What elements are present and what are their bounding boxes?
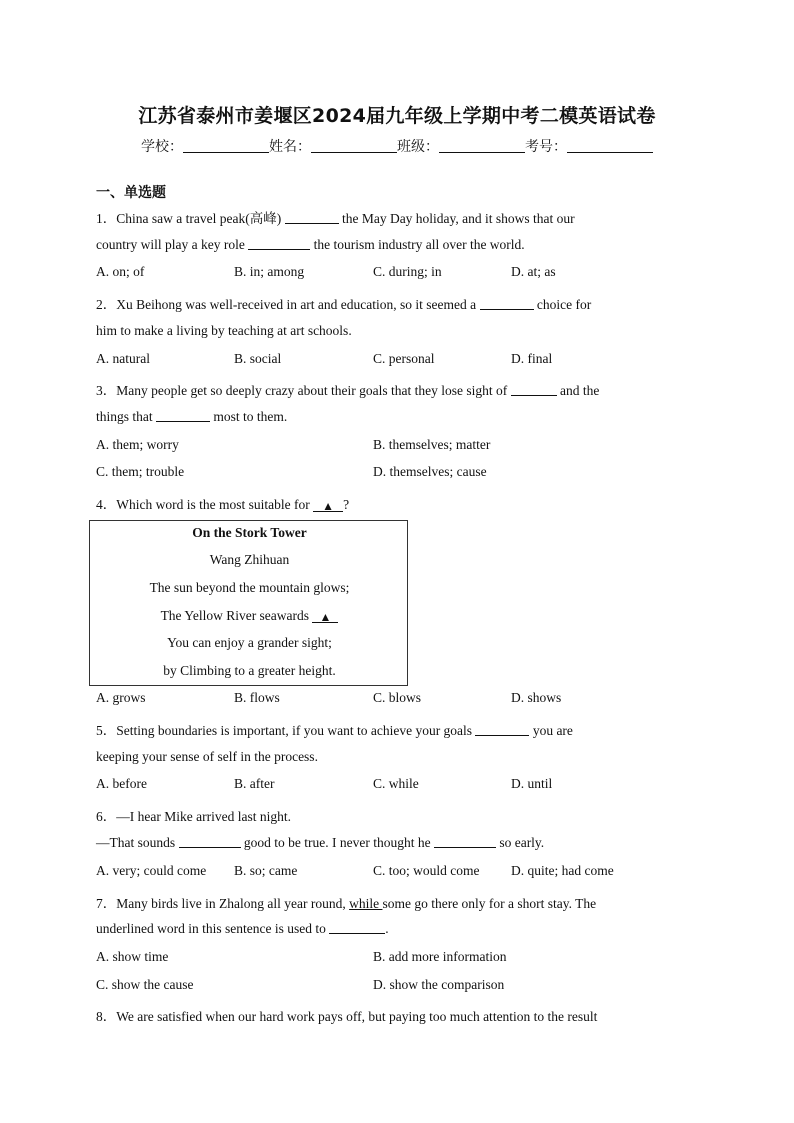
option-a[interactable]: A. show time — [96, 949, 169, 964]
option-d[interactable]: D. themselves; cause — [373, 464, 487, 479]
triangle-blank: ▲ — [312, 610, 338, 623]
option-d[interactable]: D. show the comparison — [373, 977, 505, 992]
poem-line — [90, 608, 409, 624]
question-text: country will play a key role — [96, 237, 249, 252]
answer-blank — [179, 835, 241, 848]
option-a[interactable]: A. on; of — [96, 264, 145, 279]
question-text: some go there only for a short stay. The — [382, 896, 597, 911]
option-a[interactable]: A. before — [96, 776, 147, 791]
option-d[interactable]: D. quite; had come — [511, 863, 614, 878]
class-label: 班级： — [397, 139, 439, 155]
answer-blank — [285, 211, 339, 224]
question-text: 5．Setting boundaries is important, if you want to achieve your goals — [96, 723, 476, 738]
option-b[interactable]: B. after — [234, 776, 275, 791]
underlined-word: while — [349, 896, 383, 911]
question-7-line-1 — [96, 892, 596, 912]
question-text: the tourism industry all over the world. — [310, 237, 525, 252]
school-label: 学校： — [141, 139, 183, 155]
poem-box — [89, 520, 408, 686]
student-info-row — [0, 136, 794, 156]
question-text: ? — [343, 497, 350, 512]
option-c[interactable]: C. too; would come — [373, 863, 480, 878]
option-d[interactable]: D. until — [511, 776, 553, 791]
option-a[interactable]: A. grows — [96, 690, 146, 705]
question-text: the May Day holiday, and it shows that our — [338, 211, 575, 226]
answer-blank — [156, 409, 210, 422]
question-2-line-2: him to make a living by teaching at art schools. — [96, 323, 352, 338]
poem-title: On the Stork Tower — [192, 525, 307, 540]
option-d[interactable]: D. at; as — [511, 264, 556, 279]
question-8-line-1: 8．We are satisfied when our hard work pays off, but paying too much attention to the result — [96, 1009, 598, 1024]
question-text: good to be true. I never thought he — [240, 835, 434, 850]
option-c[interactable]: C. personal — [373, 351, 435, 366]
answer-blank — [434, 835, 496, 848]
question-4-line-1 — [96, 493, 349, 513]
option-a[interactable]: A. very; could come — [96, 863, 207, 878]
option-b[interactable]: B. flows — [234, 690, 280, 705]
option-b[interactable]: B. themselves; matter — [373, 437, 491, 452]
answer-blank — [480, 297, 534, 310]
question-text: and the — [556, 383, 600, 398]
question-2-line-1 — [96, 293, 591, 313]
option-c[interactable]: C. while — [373, 776, 419, 791]
option-b[interactable]: B. so; came — [234, 863, 298, 878]
question-1-line-1 — [96, 207, 575, 227]
question-text: . — [385, 921, 389, 936]
question-6-line-1: 6．—I hear Mike arrived last night. — [96, 809, 291, 824]
option-d[interactable]: D. final — [511, 351, 553, 366]
option-b[interactable]: B. social — [234, 351, 282, 366]
answer-blank — [329, 921, 385, 934]
school-field[interactable] — [183, 138, 269, 153]
question-text: 3．Many people get so deeply crazy about their goals that they lose sight of — [96, 383, 511, 398]
option-c[interactable]: C. show the cause — [96, 977, 194, 992]
triangle-blank: ▲ — [313, 499, 343, 512]
exam-number-label: 考号： — [525, 139, 567, 155]
question-text: 2．Xu Beihong was well-received in art and education, so it seemed a — [96, 297, 480, 312]
class-field[interactable] — [439, 138, 525, 153]
exam-number-field[interactable] — [567, 138, 653, 153]
option-a[interactable]: A. them; worry — [96, 437, 179, 452]
option-b[interactable]: B. in; among — [234, 264, 305, 279]
option-c[interactable]: C. blows — [373, 690, 422, 705]
poem-line-text: The Yellow River seawards — [160, 608, 313, 623]
answer-blank — [475, 723, 529, 736]
question-text: 7．Many birds live in Zhalong all year round, — [96, 896, 350, 911]
name-label: 姓名： — [269, 139, 311, 155]
question-text: so early. — [495, 835, 545, 850]
question-6-line-2 — [96, 835, 544, 851]
option-c[interactable]: C. during; in — [373, 264, 442, 279]
option-c[interactable]: C. them; trouble — [96, 464, 185, 479]
question-text: choice for — [533, 297, 592, 312]
question-3-line-2 — [96, 409, 287, 425]
question-1-line-2 — [96, 237, 525, 253]
question-text: things that — [96, 409, 156, 424]
page-title: 江苏省泰州市姜堰区2024届九年级上学期中考二模英语试卷 — [138, 105, 656, 127]
section-title: 一、单选题 — [96, 185, 166, 201]
answer-blank — [511, 383, 557, 396]
question-5-line-2: keeping your sense of self in the process. — [96, 749, 318, 764]
answer-blank — [248, 237, 310, 250]
option-a[interactable]: A. natural — [96, 351, 150, 366]
poem-line: The sun beyond the mountain glows; — [149, 580, 350, 595]
option-d[interactable]: D. shows — [511, 690, 562, 705]
question-7-line-2 — [96, 921, 389, 937]
question-text: 1．China saw a travel peak(高峰) — [96, 211, 285, 226]
question-3-line-1 — [96, 379, 599, 399]
question-text: —That sounds — [96, 835, 179, 850]
question-5-line-1 — [96, 719, 573, 739]
question-text: most to them. — [210, 409, 288, 424]
poem-line: by Climbing to a greater height. — [163, 663, 336, 678]
poem-line: You can enjoy a grander sight; — [167, 635, 332, 650]
name-field[interactable] — [311, 138, 397, 153]
option-b[interactable]: B. add more information — [373, 949, 507, 964]
question-text: you are — [529, 723, 573, 738]
question-text: 4．Which word is the most suitable for — [96, 497, 314, 512]
poem-author: Wang Zhihuan — [209, 552, 290, 567]
question-text: underlined word in this sentence is used to — [96, 921, 330, 936]
